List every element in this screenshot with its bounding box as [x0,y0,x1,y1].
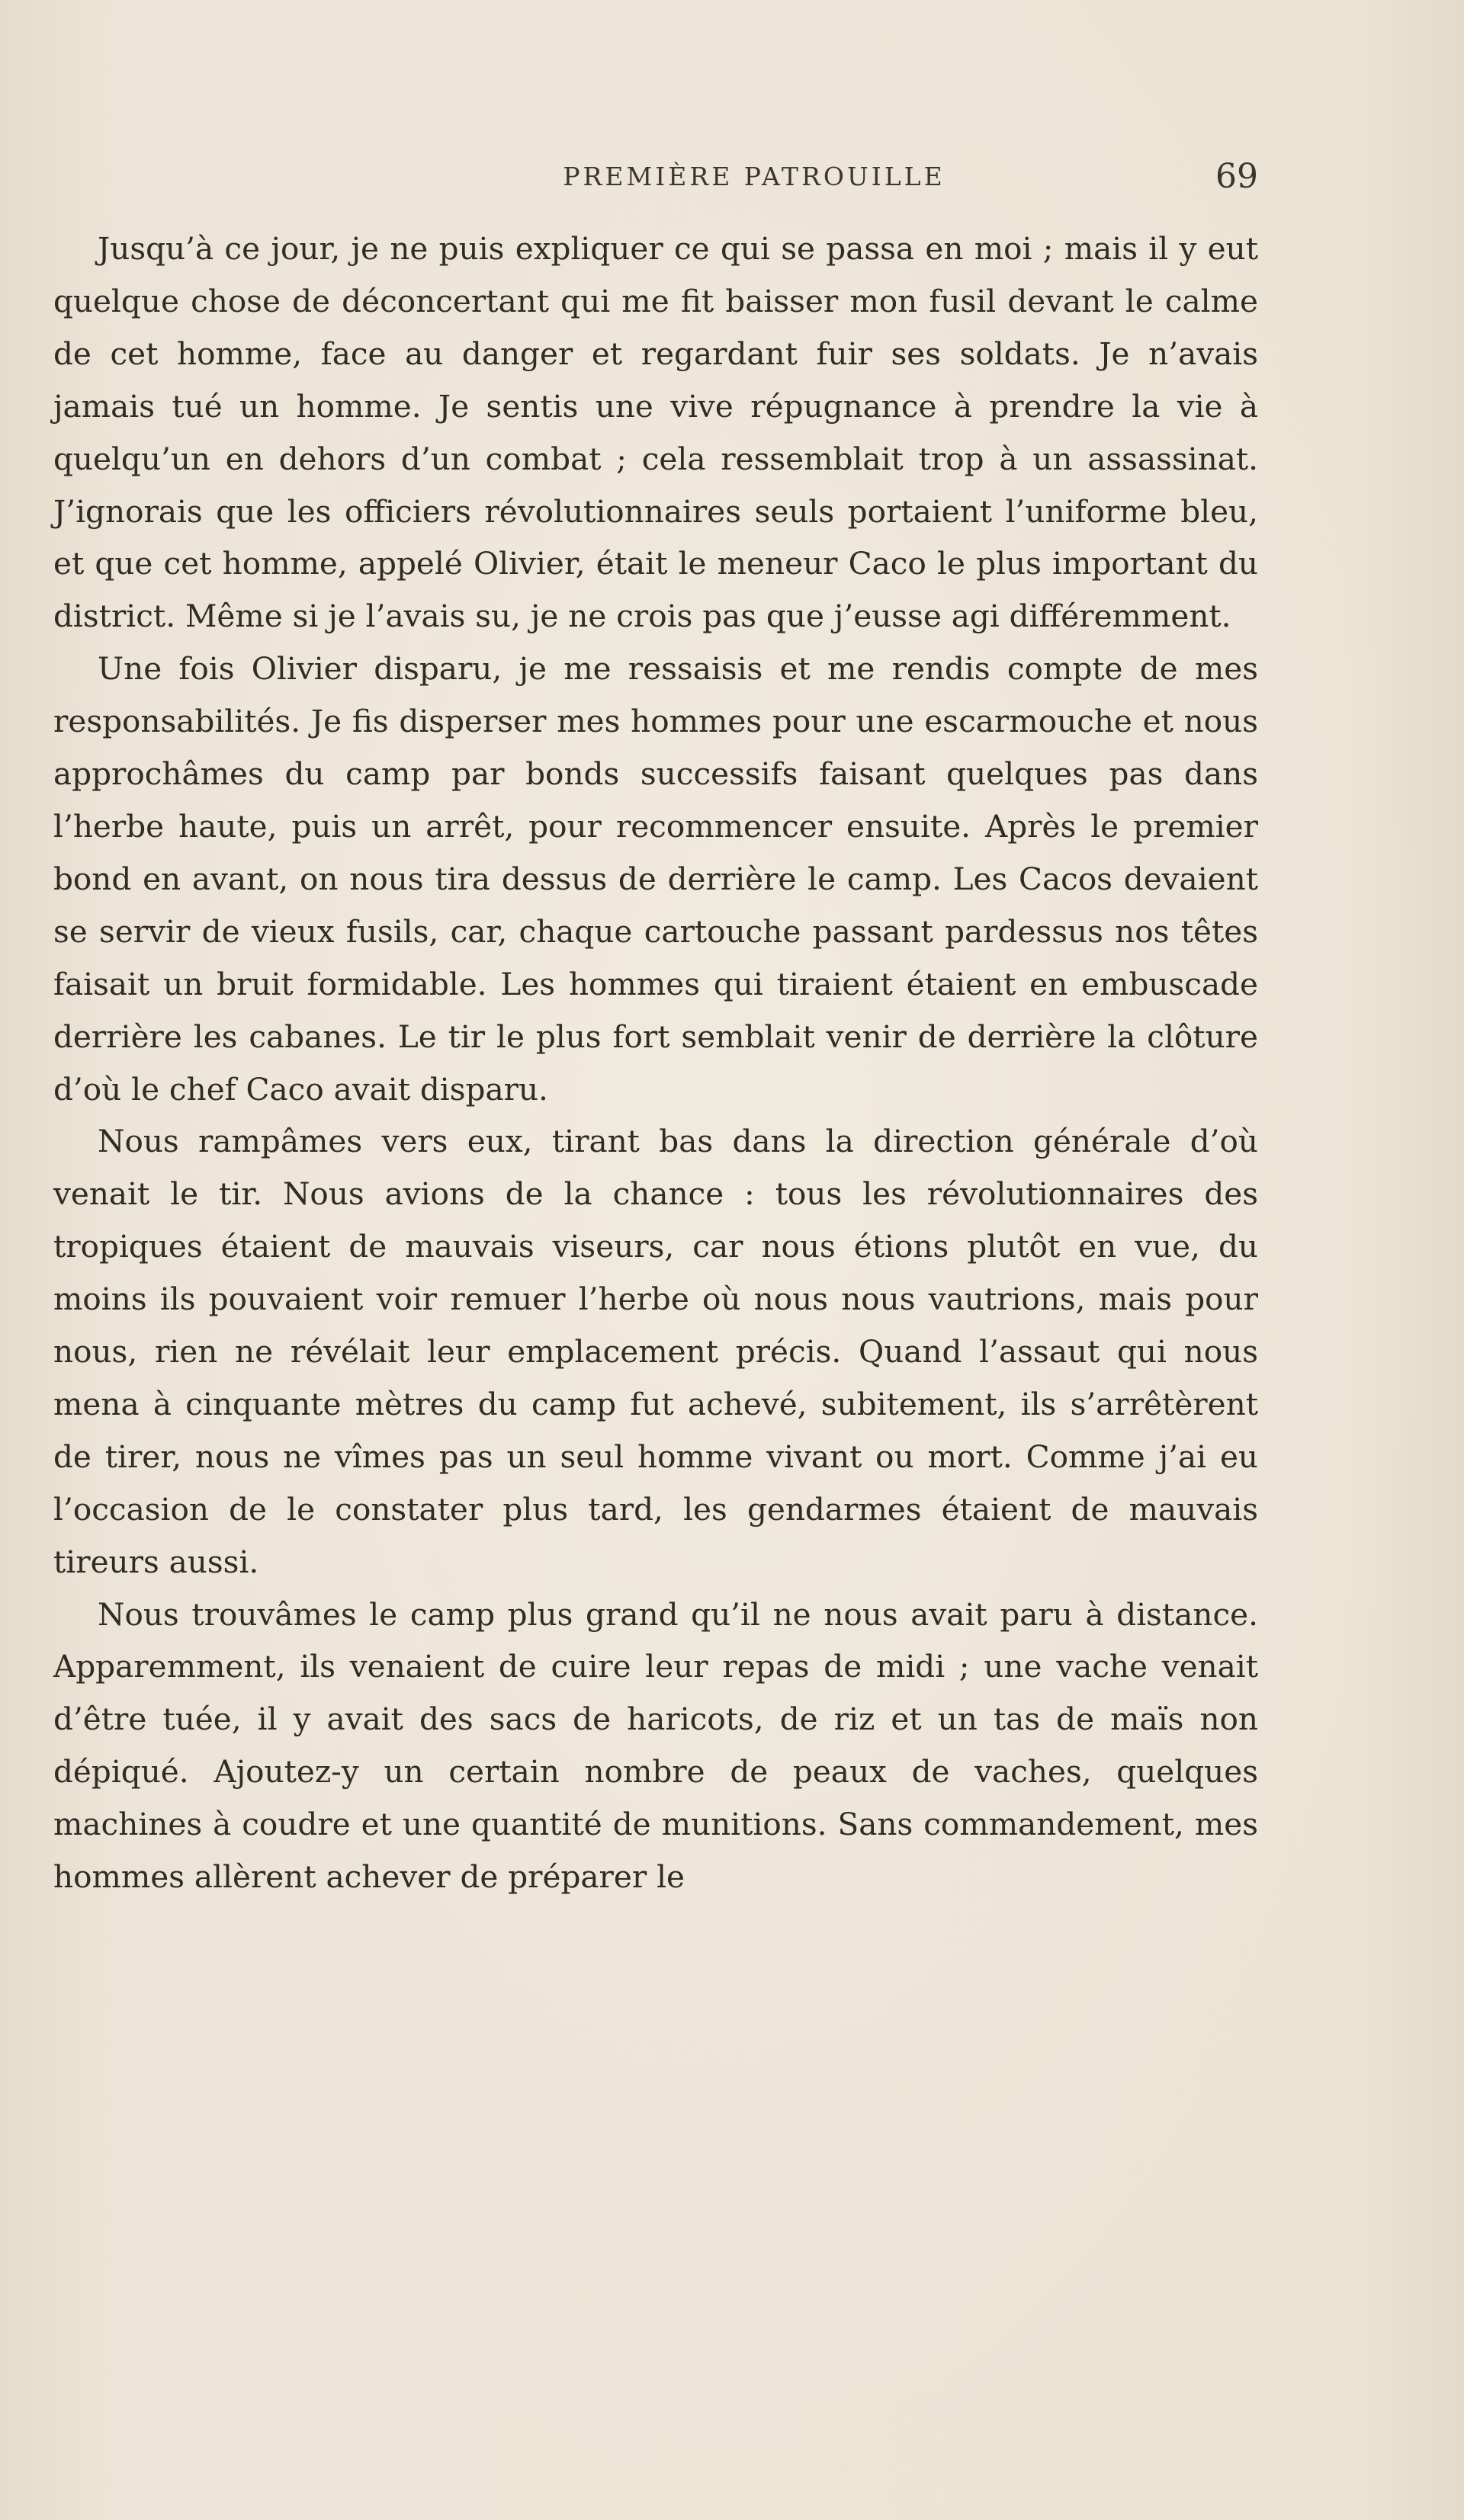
page-header [98,157,1258,203]
page-number: 69 [1215,157,1258,196]
paragraph: Jusqu’à ce jour, je ne puis expliquer ce qui se passa en moi ; mais il y eut quelque chose de déconcertant qui me fit baisser mon fusil devant le calme de cet homme, face au danger et regardant fuir ses soldats. Je n’avais jamais tué un homme. Je sentis une vive répugnance à prendre la vie à quelqu’un en dehors d’un combat ; cela ressemblait trop à un assassinat. J’ignorais que les officiers révolutionnaires seuls portaient l’uniforme bleu, et que cet homme, appelé Olivier, était le meneur Caco le plus important du district. Même si je l’avais su, je ne crois pas que j’eusse agi différemment. [53,230,1258,635]
body-text [53,223,1258,1903]
paragraph: Une fois Olivier disparu, je me ressaisis et me rendis compte de mes responsabilités. Je fis disperser mes hommes pour une escarmouche et nous approchâmes du camp par bonds successifs faisant quelques pas dans l’herbe haute, puis un arrêt, pour recommencer ensuite. Après le premier bond en avant, on nous tira dessus de derrière le camp. Les Cacos devaient se servir de vieux fusils, car, chaque cartouche passant pardessus nos têtes faisait un bruit formidable. Les hommes qui tiraient étaient en embuscade derrière les cabanes. Le tir le plus fort semblait venir de derrière la clôture d’où le chef Caco avait disparu. [53,650,1258,1108]
running-head: PREMIÈRE PATROUILLE [563,162,946,191]
paragraph: Nous rampâmes vers eux, tirant bas dans la direction générale d’où venait le tir. Nous avions de la chance : tous les révolutionnaires des tropiques étaient de mauvais viseurs, car nous étions plutôt en vue, du moins ils pouvaient voir remuer l’herbe où nous nous vautrions, mais pour nous, rien ne révélait leur emplacement précis. Quand l’assaut qui nous mena à cinquante mètres du camp fut achevé, subitement, ils s’arrêtèrent de tirer, nous ne vîmes pas un seul homme vivant ou mort. Comme j’ai eu l’occasion de le constater plus tard, les gendarmes étaient de mauvais tireurs aussi. [53,1123,1258,1580]
paragraph: Nous trouvâmes le camp plus grand qu’il ne nous avait paru à distance. Apparemment, ils venaient de cuire leur repas de midi ; une vache venait d’être tuée, il y avait des sacs de haricots, de riz et un tas de maïs non dépiqué. Ajoutez-y un certain nombre de peaux de vaches, quelques machines à coudre et une quantité de munitions. Sans commandement, mes hommes allèrent achever de préparer le [53,1595,1258,1896]
